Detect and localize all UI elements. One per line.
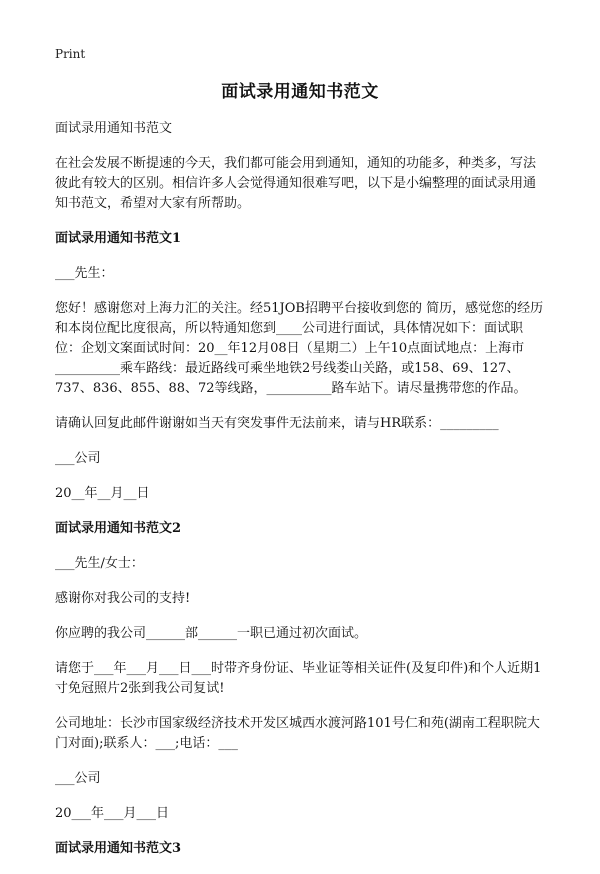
section-2-paragraph: 公司地址：长沙市国家级经济技术开发区城西水渡河路101号仁和苑(湖南工程职院大门对面);联系人：___;电话：___: [55, 716, 540, 751]
section-1-paragraph: 请确认回复此邮件谢谢如当天有突发事件无法前来，请与HR联系：_________: [55, 416, 499, 431]
section-2-paragraph: 你应聘的我公司______部______一职已通过初次面试。: [55, 626, 368, 641]
section-2-paragraph: 请您于___年___月___日___时带齐身份证、毕业证等相关证件(及复印件)和个人近期1寸免冠照片2张到我公司复试!: [55, 661, 542, 696]
section-2-paragraph: ___先生/女士：: [55, 556, 144, 571]
document-body: [55, 119, 548, 874]
section-2-paragraph: ___公司: [55, 771, 101, 786]
section-1-paragraph: ___公司: [55, 451, 101, 466]
section-1-paragraph: ___先生：: [55, 266, 114, 281]
print-link[interactable]: Print: [55, 47, 86, 61]
section-heading-2: 面试录用通知书范文2: [55, 521, 182, 536]
document-subtitle: 面试录用通知书范文: [55, 121, 173, 136]
section-1-paragraph: 20__年__月__日: [55, 486, 150, 501]
section-heading-1: 面试录用通知书范文1: [55, 231, 182, 246]
section-1-paragraph: 您好！感谢您对上海力汇的关注。经51JOB招聘平台接收到您的 简历，感觉您的经历和本岗位配比度很高，所以特通知您到____公司进行面试，具体情况如下：面试职位：企划文案面试时间：20__年12月08日（星期二）上午10点面试地点：上海市__________乘车路线：最近路线可乘坐地铁2号线娄山关路，或158、69、127、737、836、855、88、72等线路，__________路车站下。请尽量携带您的作品。: [55, 301, 544, 396]
intro-paragraph: 在社会发展不断提速的今天，我们都可能会用到通知，通知的功能多，种类多，写法彼此有较大的区别。相信许多人会觉得通知很难写吧，以下是小编整理的面试录用通知书范文，希望对大家有所帮助。: [55, 156, 537, 211]
section-heading-3: 面试录用通知书范文3: [55, 841, 182, 856]
section-2-paragraph: 感谢你对我公司的支持!: [55, 591, 191, 606]
section-2-paragraph: 20___年___月___日: [55, 806, 170, 821]
document-title: 面试录用通知书范文: [221, 82, 379, 102]
